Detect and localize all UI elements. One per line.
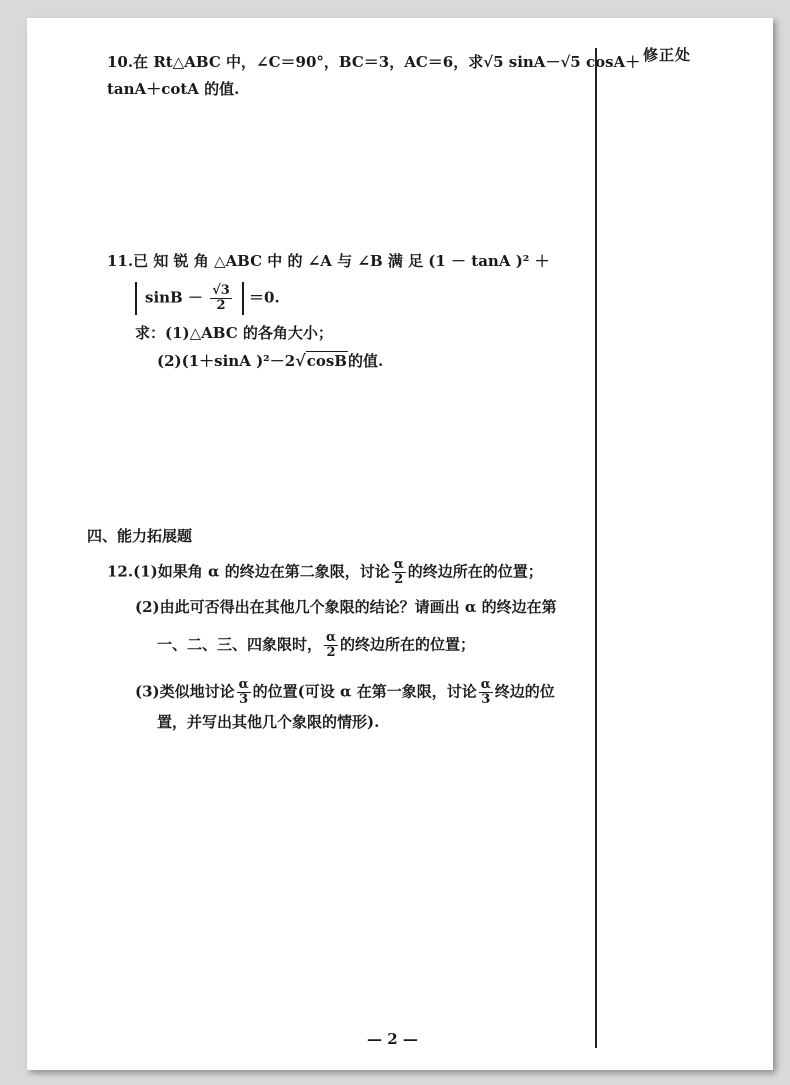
fraction-denominator: 2	[394, 572, 404, 587]
part-3-prefix: (3)类似地讨论	[135, 682, 235, 701]
sqrt-radicand: cosB	[306, 352, 347, 370]
fraction-denominator: 3	[239, 692, 249, 707]
fraction-numerator: α	[326, 630, 337, 645]
alpha-over-3-fraction	[479, 678, 493, 707]
question-11-ask: 求：(1)△ABC 的各角大小；	[135, 324, 333, 342]
part-2-prefix: (2)(1＋sinA )²－2	[157, 352, 296, 370]
part-1-suffix: 的终边所在的位置；	[407, 562, 543, 581]
question-11-absolute-expression	[135, 282, 280, 315]
correction-margin-label: 修正处	[643, 46, 692, 64]
fraction-denominator: 3	[481, 692, 491, 707]
question-11-text: 已 知 锐 角 △ABC 中 的 ∠A 与 ∠B 满 足 (1 － tanA )² ＋	[133, 252, 550, 270]
question-10-line-1	[107, 52, 640, 72]
margin-divider-line	[595, 48, 597, 1048]
question-12-part-1	[107, 558, 543, 587]
question-10-line-2: tanA＋cotA 的值.	[107, 80, 240, 98]
fraction-denominator: 2	[326, 645, 336, 660]
fraction-denominator: 2	[216, 298, 226, 313]
alpha-over-2-fraction	[324, 631, 338, 660]
page-number: — 2 —	[367, 1030, 418, 1048]
question-10-number: 10.	[107, 53, 134, 71]
fraction-numerator: √3	[212, 283, 230, 298]
question-11-line-1	[107, 251, 550, 271]
sqrt-sign: √	[295, 351, 306, 370]
part-2-suffix: 的值.	[347, 352, 384, 370]
question-11-part-2	[157, 351, 383, 371]
question-12-part-2-line-2	[157, 631, 475, 660]
alpha-over-3-fraction	[237, 678, 251, 707]
alpha-over-2-fraction	[392, 558, 406, 587]
question-12-part-2-line-1: (2)由此可否得出在其他几个象限的结论？请画出 α 的终边在第	[135, 598, 557, 616]
sqrt3-over-2-fraction	[210, 284, 232, 313]
part-1-prefix: (1)如果角 α 的终边在第二象限，讨论	[133, 562, 390, 581]
absolute-value-bars	[135, 282, 244, 315]
question-10-text: 在 Rt△ABC 中，∠C＝90°，BC＝3，AC＝6，求√5 sinA－√5 cosA＋	[133, 53, 641, 71]
fraction-numerator: α	[238, 677, 249, 692]
fraction-numerator: α	[480, 677, 491, 692]
question-12-part-3-line-2: 置，并写出其他几个象限的情形).	[157, 713, 380, 731]
section-4-title: 四、能力拓展题	[87, 527, 193, 545]
part-2-prefix: 一、二、三、四象限时，	[157, 635, 323, 654]
part-3-suffix: 终边的位	[494, 682, 555, 701]
question-12-part-3-line-1	[135, 678, 555, 707]
question-11-number: 11.	[107, 252, 134, 270]
abs-equals-zero: ＝0.	[249, 288, 280, 307]
document-page	[27, 18, 773, 1070]
question-12-number: 12.	[107, 562, 134, 581]
abs-inner-text: sinB －	[145, 288, 203, 307]
part-3-middle: 的位置(可设 α 在第一象限，讨论	[252, 682, 477, 701]
fraction-numerator: α	[393, 557, 404, 572]
part-2-suffix: 的终边所在的位置；	[340, 635, 476, 654]
